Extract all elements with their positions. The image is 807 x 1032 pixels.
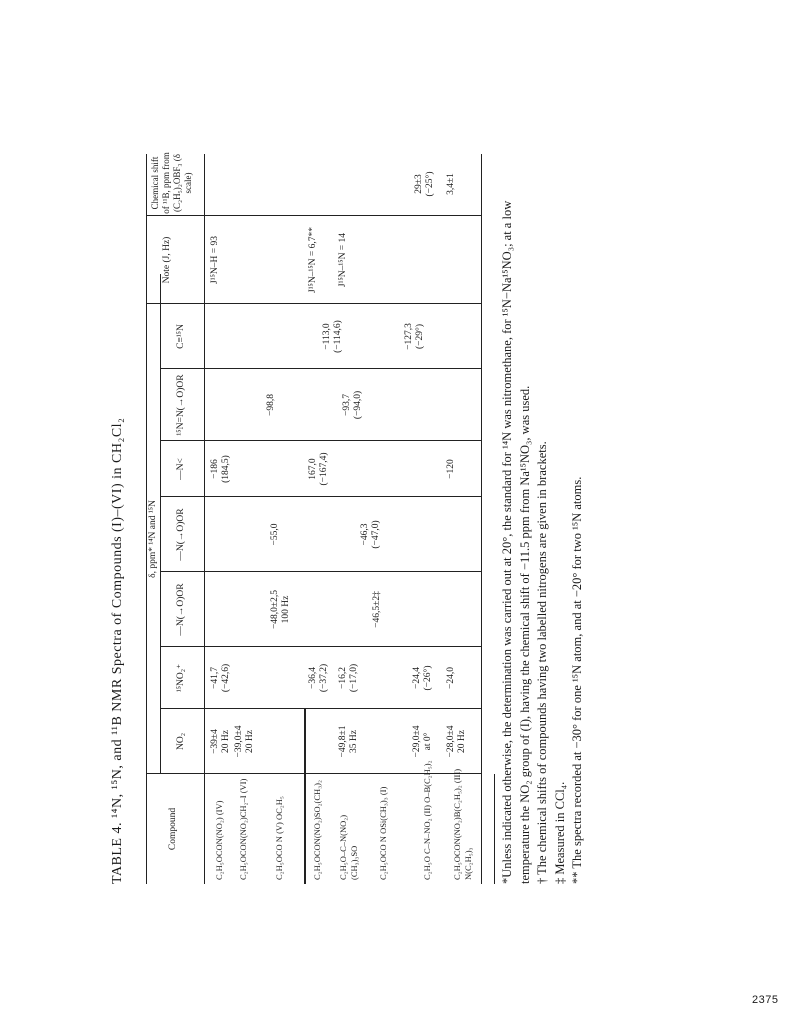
header-cyano: C≡¹⁵N [176,324,186,349]
row6-nitrone: −46,5±2‡ [372,591,382,628]
footnote-1: *Unless indicated otherwise, the determination was carried out at 20°, the standard for ¹⁴N was nitromethane, for ¹⁵N−Na¹⁵NO₃; at a low temperature the NO₂ group of (I), having the chemical shift of −11.5 ppm from Na¹⁵NO₃, was used. [500,200,532,884]
col-divider [160,571,481,572]
row6-azoxy: −46,3 (−47,0) [360,520,381,549]
header-no3plus: ¹⁵NO₂⁺ [176,663,186,693]
row7-cyano: −127,3 (−29°) [404,323,425,350]
row1-amine: −186 (184,5) [210,455,231,483]
row8-no2: −28,0±4 20 Hz [446,725,467,758]
row7-boron: 29±3 (−25°) [414,171,435,197]
compound-row-8: C₂H₅OCON(NO₂)B(C₂H₅)₂ (III) N(C₂H₅)₃ [452,768,473,880]
compound-row-5: C₂H₅O–C–N(NO₂) (CH₃)₃SO [338,814,359,880]
row5-cyano: −113,0 (−114,6) [322,320,343,353]
footnote-rule [494,774,495,884]
row5-no3plus: −16,2 (−17,0) [338,663,359,693]
row2-no2: −39,0±4 20 Hz [234,725,255,758]
row8-amine: −120 [446,459,456,479]
header-azoxy: —N(→O)OR [176,508,186,561]
row1-no2: −39±4 20 Hz [210,729,231,754]
compound-row-2: C₂H₅OCON(NO₂)CH₂–I (VI) [238,778,248,880]
compound-row-6: C₂H₅OCO N OSi(CH₃)₃ (I) [378,786,388,880]
row4-no3plus: −36,4 (−37,2) [308,663,329,693]
compound-row-4: C₂H₅OCON(NO₂)SO₂(CH₃)₂ [312,780,322,880]
row7-no3plus: −24,4 (−26°) [412,665,433,691]
row1-note: J¹⁵N–H = 93 [210,236,220,284]
header-boron: Chemical shift of ¹¹B, ppm from (C₂H₅)₂OBF₃ (δ scale) [150,152,193,214]
row7-no2: −29,0±4 at 0° [412,725,433,758]
header-compound: Compound [168,807,178,851]
rotated-page [102,154,702,884]
row-separator [304,709,306,884]
header-no2: NO₂ [176,732,186,751]
row8-boron: 3,4±1 [446,173,456,195]
row4-amine: 167,0 (−167,4) [308,452,329,486]
header-bottom-rule [204,154,205,884]
col-divider [160,368,481,369]
row8-no3plus: −24,0 [446,667,456,689]
page-number: 2375 [752,994,779,1006]
compound-row-1: C₂H₅OCON(NO₂) (IV) [214,800,224,880]
footnote-4: ** The spectra recorded at −30° for one ¹⁵N atom, and at −20° for two ¹⁵N atoms. [570,476,584,884]
header-delta-group: δ, ppm* ¹⁴N and ¹⁵N [148,500,158,578]
row1-no3plus: −41,7 (−42,6) [210,663,231,693]
row5-note: J¹⁵N–¹⁵N = 14 [338,232,348,288]
table-top-rule [146,154,147,884]
compound-row-3: C₂H₅OCO N (V) OC₂H₅ [274,796,284,880]
header-amine: —N< [176,458,186,480]
table-bottom-rule [481,154,482,884]
header-nitronate: ¹⁵N=N(→O)OR [176,374,186,436]
header-nitrone: —N(→O)OR [176,583,186,636]
row3-nitrone: −48,0±2,5 100 Hz [270,589,291,630]
footnote-3: ‡ Measured in CCl₄. [552,781,567,884]
header-note: Note (J, Hz) [162,236,172,284]
table-caption: TABLE 4. ¹⁴N, ¹⁵N, and ¹¹B NMR Spectra of Compounds (I)–(VI) in CH₂Cl₂ [110,417,125,884]
footnote-2: † The chemical shifts of compounds having two labelled nitrogens are given in brackets. [535,441,549,884]
group-header-rule [160,274,161,774]
footnotes [494,154,587,884]
compound-row-7: C₂H₅O C–N–NO₂ (II) O–B(C₂H₅)₂ [422,760,432,880]
nmr-table [146,154,482,884]
row3-azoxy: −55,0 [270,523,280,546]
row5-no2: −49,8±1 35 Hz [338,725,359,758]
row6-nitronate: −93,7 (−94,0) [342,390,363,420]
row3-nitronate: −98,8 [266,394,276,416]
row4-note: J¹⁵N–¹⁵N = 6,7** [308,227,318,293]
